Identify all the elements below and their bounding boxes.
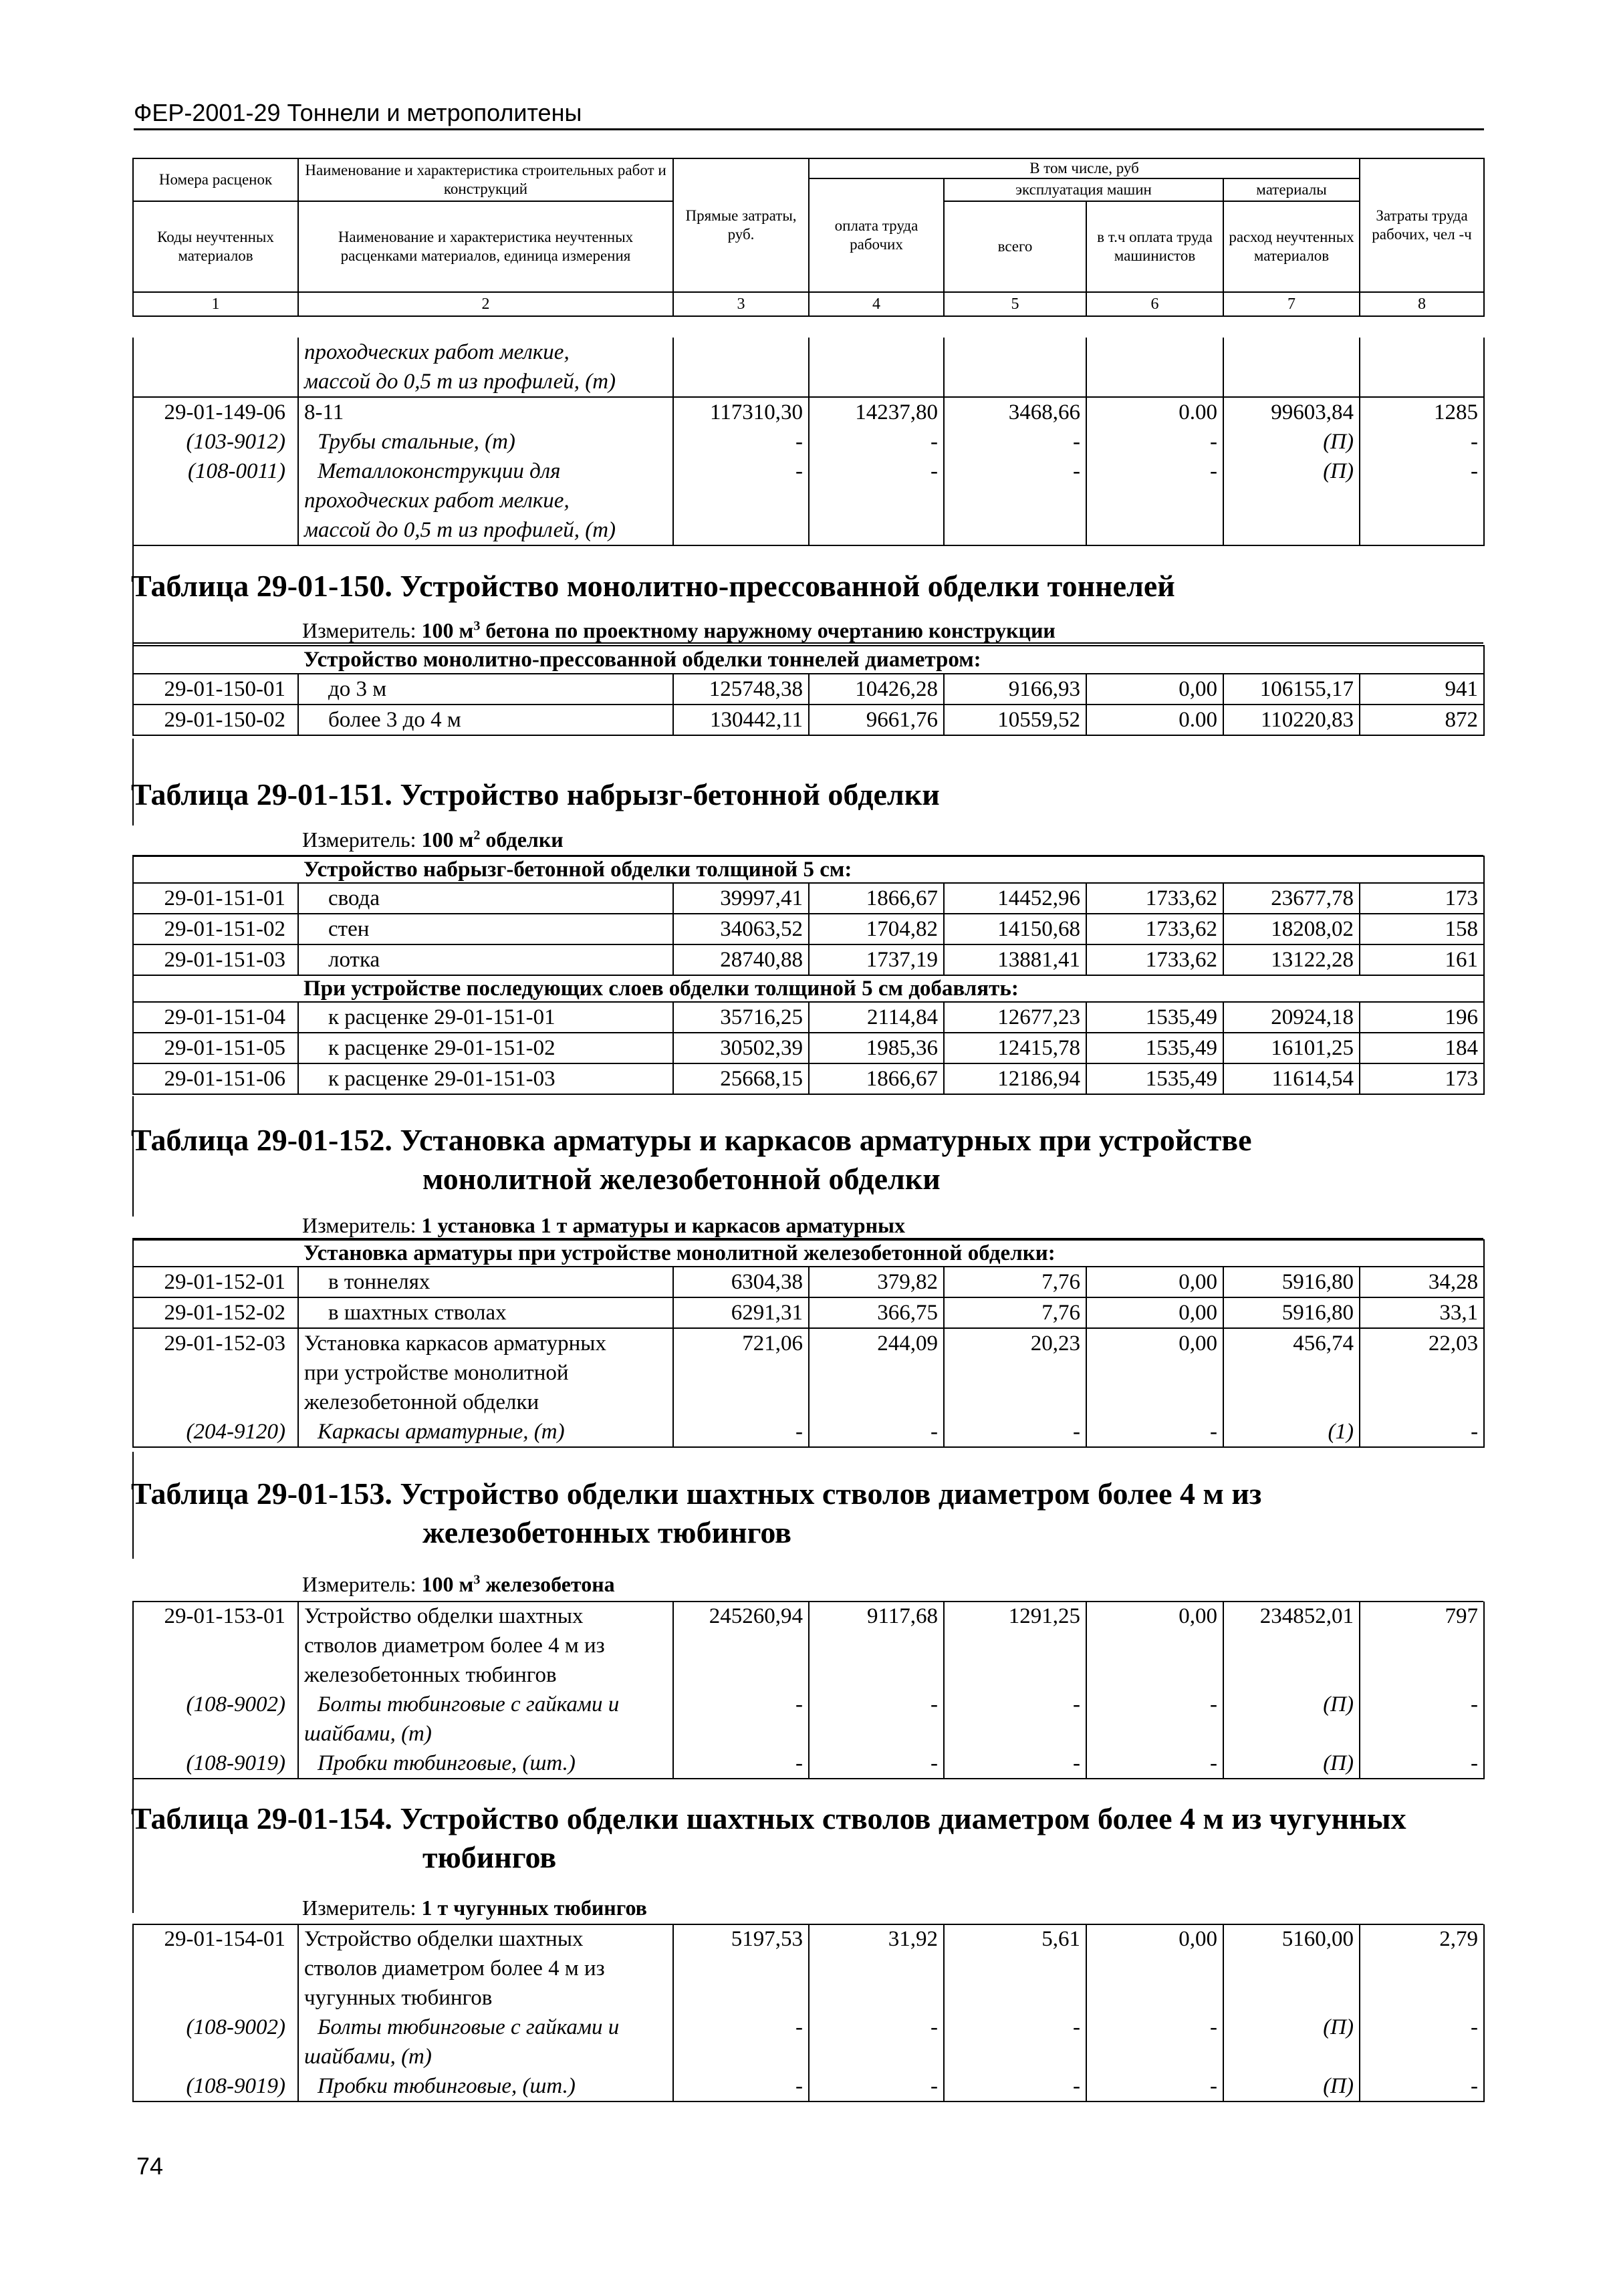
header-number-row	[133, 292, 1484, 316]
material-name: Пробки тюбинговые, (шт.)	[298, 2071, 673, 2101]
header-worker-pay: оплата труда рабочих	[809, 178, 944, 292]
cell: 5197,53	[673, 1924, 809, 1954]
table-row	[133, 944, 1484, 975]
cell: 5916,80	[1223, 1297, 1360, 1328]
table-150	[132, 645, 1485, 736]
cell: -	[809, 427, 944, 457]
title-line: Таблица 29-01-152. Установка арматуры и каркасов арматурных при устройстве	[131, 1123, 1252, 1157]
header-num: 2	[298, 292, 673, 316]
cell: 130442,11	[673, 705, 809, 735]
table-row	[133, 914, 1484, 944]
material-name: Пробки тюбинговые, (шт.)	[298, 1749, 673, 1779]
cell: 173	[1360, 1063, 1484, 1094]
cell: 13122,28	[1223, 944, 1360, 975]
header-labor-costs: Затраты труда рабочих, чел -ч	[1360, 158, 1484, 292]
cell: 0,00	[1086, 1267, 1223, 1297]
rate-name: при устройстве монолитной	[298, 1358, 673, 1388]
cell: 14237,80	[809, 397, 944, 427]
cell: 33,1	[1360, 1297, 1484, 1328]
cell: 20924,18	[1223, 1002, 1360, 1033]
cell: 9117,68	[809, 1602, 944, 1631]
measure-sup: 3	[473, 1572, 481, 1587]
cell: 1733,62	[1086, 883, 1223, 914]
cell: 10426,28	[809, 674, 944, 705]
rate-name: 8-11	[298, 397, 673, 427]
cell: 244,09	[809, 1328, 944, 1358]
cell: -	[944, 2013, 1086, 2042]
rate-code: 29-01-151-03	[133, 944, 298, 975]
cell: (П)	[1223, 1749, 1360, 1779]
header-num: 3	[673, 292, 809, 316]
material-row	[133, 2013, 1484, 2042]
material-name: шайбами, (т)	[298, 2042, 673, 2071]
rate-code: 29-01-151-05	[133, 1033, 298, 1063]
cell: 117310,30	[673, 397, 809, 427]
cell: 11614,54	[1223, 1063, 1360, 1094]
table-row	[133, 1924, 1484, 1954]
cell: 379,82	[809, 1267, 944, 1297]
cell: 7,76	[944, 1267, 1086, 1297]
rate-name: чугунных тюбингов	[298, 1983, 673, 2013]
cell: 1733,62	[1086, 914, 1223, 944]
cell: -	[944, 1749, 1086, 1779]
table-title-153	[131, 1475, 1488, 1552]
table-title-152	[131, 1121, 1488, 1198]
cell: 0,00	[1086, 1328, 1223, 1358]
material-name: Болты тюбинговые с гайками и	[298, 1690, 673, 1719]
cell: -	[809, 1417, 944, 1447]
measure-unit: 100 м	[421, 1572, 474, 1596]
running-header: ФЕР-2001-29 Тоннели и метрополитены	[134, 99, 1484, 130]
measure-label: Измеритель:	[302, 827, 416, 852]
table-row	[133, 397, 1484, 427]
cell: -	[673, 1690, 809, 1719]
table-title-150: Таблица 29-01-150. Устройство монолитно-прессованной обделки тоннелей	[131, 569, 1175, 603]
material-name: массой до 0,5 т из профилей, (т)	[298, 367, 673, 397]
top-block-table	[132, 338, 1485, 546]
measure-unit: 100 м	[421, 618, 474, 642]
cell: 1291,25	[944, 1602, 1086, 1631]
cell: -	[1086, 427, 1223, 457]
rate-name: более 3 до 4 м	[298, 705, 673, 735]
material-code: (204-9120)	[133, 1417, 298, 1447]
cell: -	[1086, 1690, 1223, 1719]
header-num: 4	[809, 292, 944, 316]
header-num: 6	[1086, 292, 1223, 316]
cell: -	[1360, 2013, 1484, 2042]
rate-name: к расценке 29-01-151-01	[298, 1002, 673, 1033]
cell: (П)	[1223, 427, 1360, 457]
rate-code: 29-01-150-01	[133, 674, 298, 705]
cell: 1535,49	[1086, 1033, 1223, 1063]
cell: -	[1086, 1749, 1223, 1779]
cell: 0.00	[1086, 705, 1223, 735]
measure-label: Измеритель:	[302, 1896, 416, 1920]
table-row	[133, 705, 1484, 735]
cell: 7,76	[944, 1297, 1086, 1328]
measure-unit: 100 м	[421, 827, 474, 852]
cell: 173	[1360, 883, 1484, 914]
rate-code: 29-01-152-01	[133, 1267, 298, 1297]
cell: -	[1086, 2071, 1223, 2101]
rate-name: Установка каркасов арматурных	[298, 1328, 673, 1358]
rate-code: 29-01-149-06	[133, 397, 298, 427]
cell: 184	[1360, 1033, 1484, 1063]
rate-code: 29-01-152-02	[133, 1297, 298, 1328]
cell: -	[673, 2071, 809, 2101]
table-row	[133, 674, 1484, 705]
rate-code: 29-01-151-06	[133, 1063, 298, 1094]
measure-154	[302, 1896, 647, 1920]
measure-label: Измеритель:	[302, 1572, 416, 1596]
cell: 366,75	[809, 1297, 944, 1328]
cell: 797	[1360, 1602, 1484, 1631]
cell: 12415,78	[944, 1033, 1086, 1063]
table-row	[133, 1063, 1484, 1094]
header-including: В том числе, руб	[809, 158, 1360, 178]
table-title-154	[131, 1799, 1488, 1877]
rate-name: в тоннелях	[298, 1267, 673, 1297]
header-machinist-pay: в т.ч оплата труда машинистов	[1086, 201, 1223, 292]
subheader: Устройство монолитно-прессованной обделки тоннелей диаметром:	[298, 646, 1484, 674]
cell: -	[1086, 2013, 1223, 2042]
cell: 99603,84	[1223, 397, 1360, 427]
cell: -	[1086, 1417, 1223, 1447]
cell: -	[1360, 1690, 1484, 1719]
subheader: При устройстве последующих слоев обделки толщиной 5 см добавлять:	[298, 975, 1484, 1002]
rate-code: 29-01-150-02	[133, 705, 298, 735]
material-code: (108-9019)	[133, 2071, 298, 2101]
cell: (П)	[1223, 2071, 1360, 2101]
title-line: Таблица 29-01-154. Устройство обделки шахтных стволов диаметром более 4 м из чугунных	[131, 1801, 1406, 1835]
cell: -	[944, 427, 1086, 457]
measure-153	[302, 1572, 615, 1597]
table-152	[132, 1239, 1485, 1448]
cell: 1737,19	[809, 944, 944, 975]
cell: -	[1360, 1417, 1484, 1447]
measure-text: 1 установка 1 т арматуры и каркасов арматурных	[421, 1213, 905, 1237]
cell: 14150,68	[944, 914, 1086, 944]
measure-text: железобетона	[480, 1572, 615, 1596]
material-name: проходческих работ мелкие,	[298, 486, 673, 515]
rate-code: 29-01-151-01	[133, 883, 298, 914]
header-rate-number: Номера расценок	[133, 158, 298, 201]
cell: 872	[1360, 705, 1484, 735]
rate-name: к расценке 29-01-151-02	[298, 1033, 673, 1063]
measure-150	[302, 618, 1056, 643]
table-row	[133, 1033, 1484, 1063]
rate-name: стволов диаметром более 4 м из	[298, 1631, 673, 1660]
cell: 28740,88	[673, 944, 809, 975]
cell: 6291,31	[673, 1297, 809, 1328]
material-name: Болты тюбинговые с гайками и	[298, 2013, 673, 2042]
cell: 0,00	[1086, 674, 1223, 705]
material-row	[133, 1749, 1484, 1779]
cell: -	[1360, 1749, 1484, 1779]
cell: 110220,83	[1223, 705, 1360, 735]
cell: 34063,52	[673, 914, 809, 944]
rate-code: 29-01-151-02	[133, 914, 298, 944]
header-work-name: Наименование и характеристика строительных работ и конструкций	[298, 158, 673, 201]
cell: -	[1086, 457, 1223, 486]
cell: 31,92	[809, 1924, 944, 1954]
cell: 2114,84	[809, 1002, 944, 1033]
cell: 106155,17	[1223, 674, 1360, 705]
table-row	[133, 1002, 1484, 1033]
column-header-table	[132, 158, 1485, 317]
header-machines: эксплуатация машин	[944, 178, 1223, 201]
measure-label: Измеритель:	[302, 618, 416, 642]
table-title-151: Таблица 29-01-151. Устройство набрызг-бетонной обделки	[131, 777, 940, 811]
measure-text: обделки	[480, 827, 564, 852]
cell: 34,28	[1360, 1267, 1484, 1297]
material-code: (108-9002)	[133, 2013, 298, 2042]
cell: 0,00	[1086, 1297, 1223, 1328]
title-line: Таблица 29-01-153. Устройство обделки шахтных стволов диаметром более 4 м из	[131, 1477, 1262, 1511]
cell: 158	[1360, 914, 1484, 944]
cell: 12186,94	[944, 1063, 1086, 1094]
cell: (П)	[1223, 457, 1360, 486]
cell: 30502,39	[673, 1033, 809, 1063]
rate-name: Устройство обделки шахтных	[298, 1602, 673, 1631]
measure-151	[302, 827, 564, 852]
material-name: Каркасы арматурные, (т)	[298, 1417, 673, 1447]
cell: 14452,96	[944, 883, 1086, 914]
cell: 245260,94	[673, 1602, 809, 1631]
cell: 23677,78	[1223, 883, 1360, 914]
header-material-codes: Коды неучтенных материалов	[133, 201, 298, 292]
rate-code: 29-01-152-03	[133, 1328, 298, 1358]
cell: 25668,15	[673, 1063, 809, 1094]
cell: 1704,82	[809, 914, 944, 944]
cell: -	[944, 2071, 1086, 2101]
header-materials: материалы	[1223, 178, 1360, 201]
header-num: 7	[1223, 292, 1360, 316]
material-row	[133, 1690, 1484, 1719]
cell: 6304,38	[673, 1267, 809, 1297]
measure-sup: 2	[473, 827, 481, 843]
cell: -	[1360, 2071, 1484, 2101]
cell: 1285	[1360, 397, 1484, 427]
material-name: массой до 0,5 т из профилей, (т)	[298, 515, 673, 545]
cell: 456,74	[1223, 1328, 1360, 1358]
measure-sup: 3	[473, 618, 481, 634]
cell: 941	[1360, 674, 1484, 705]
cell: 234852,01	[1223, 1602, 1360, 1631]
cell: -	[809, 1690, 944, 1719]
cell: -	[944, 1690, 1086, 1719]
cell: 1733,62	[1086, 944, 1223, 975]
cell: 20,23	[944, 1328, 1086, 1358]
cell: 5,61	[944, 1924, 1086, 1954]
table-row	[133, 1297, 1484, 1328]
subheader: Устройство набрызг-бетонной обделки толщиной 5 см:	[298, 856, 1484, 883]
cell: 10559,52	[944, 705, 1086, 735]
cell: 35716,25	[673, 1002, 809, 1033]
cell: 196	[1360, 1002, 1484, 1033]
cell: -	[809, 457, 944, 486]
cell: 1866,67	[809, 883, 944, 914]
header-num: 5	[944, 292, 1086, 316]
cell: -	[1360, 427, 1484, 457]
material-name: Трубы стальные, (т)	[298, 427, 673, 457]
rate-code: 29-01-154-01	[133, 1924, 298, 1954]
cell: 0,00	[1086, 1924, 1223, 1954]
cell: 22,03	[1360, 1328, 1484, 1358]
material-code: (108-9019)	[133, 1749, 298, 1779]
cell: 0,00	[1086, 1602, 1223, 1631]
cell: 1866,67	[809, 1063, 944, 1094]
rate-code: 29-01-153-01	[133, 1602, 298, 1631]
header-machines-total: всего	[944, 201, 1086, 292]
rate-name: Устройство обделки шахтных	[298, 1924, 673, 1954]
cell: -	[673, 2013, 809, 2042]
cell: -	[673, 427, 809, 457]
cell: -	[944, 1417, 1086, 1447]
title-line: монолитной железобетонной обделки	[422, 1162, 941, 1196]
rate-name: железобетонной обделки	[298, 1388, 673, 1417]
cell: 5160,00	[1223, 1924, 1360, 1954]
cell: 1535,49	[1086, 1002, 1223, 1033]
cell: 12677,23	[944, 1002, 1086, 1033]
table-153	[132, 1602, 1485, 1779]
material-code: (108-9002)	[133, 1690, 298, 1719]
title-line: железобетонных тюбингов	[422, 1515, 792, 1549]
table-154	[132, 1924, 1485, 2102]
header-num: 8	[1360, 292, 1484, 316]
cell: (П)	[1223, 1690, 1360, 1719]
material-name: Металлоконструкции для	[298, 457, 673, 486]
cell: 5916,80	[1223, 1267, 1360, 1297]
table-row	[133, 1267, 1484, 1297]
header-direct-costs: Прямые затраты, руб.	[673, 158, 809, 292]
material-name: проходческих работ мелкие,	[298, 338, 673, 367]
cell: 13881,41	[944, 944, 1086, 975]
material-row	[133, 457, 1484, 486]
material-row	[133, 427, 1484, 457]
table-151	[132, 856, 1485, 1095]
measure-label: Измеритель:	[302, 1213, 416, 1237]
cell: 721,06	[673, 1328, 809, 1358]
rate-name: свода	[298, 883, 673, 914]
page-number: 74	[136, 2152, 164, 2180]
table-row	[133, 1328, 1484, 1358]
rate-name: железобетонных тюбингов	[298, 1660, 673, 1690]
cell: 2,79	[1360, 1924, 1484, 1954]
subheader: Установка арматуры при устройстве монолитной железобетонной обделки:	[298, 1240, 1484, 1267]
rate-name: к расценке 29-01-151-03	[298, 1063, 673, 1094]
table-row	[133, 883, 1484, 914]
cell: 9661,76	[809, 705, 944, 735]
material-code: (108-0011)	[133, 457, 298, 486]
header-num: 1	[133, 292, 298, 316]
cell: 125748,38	[673, 674, 809, 705]
cell: -	[809, 2013, 944, 2042]
cell: 39997,41	[673, 883, 809, 914]
rate-code: 29-01-151-04	[133, 1002, 298, 1033]
material-row	[133, 2071, 1484, 2101]
cell: (П)	[1223, 2013, 1360, 2042]
cell: 161	[1360, 944, 1484, 975]
cell: 9166,93	[944, 674, 1086, 705]
cell: -	[1360, 457, 1484, 486]
cell: -	[673, 1749, 809, 1779]
rate-name: стен	[298, 914, 673, 944]
cell: 3468,66	[944, 397, 1086, 427]
rate-name: в шахтных стволах	[298, 1297, 673, 1328]
cell: -	[673, 457, 809, 486]
cell: 16101,25	[1223, 1033, 1360, 1063]
material-row	[133, 1417, 1484, 1447]
title-line: тюбингов	[422, 1840, 557, 1874]
table-row	[133, 1602, 1484, 1631]
cell: 1985,36	[809, 1033, 944, 1063]
measure-152	[302, 1213, 905, 1238]
header-unaccounted-materials: расход неучтенных материалов	[1223, 201, 1360, 292]
measure-text: бетона по проектному наружному очертанию конструкции	[480, 618, 1056, 642]
material-code: (103-9012)	[133, 427, 298, 457]
cell: (1)	[1223, 1417, 1360, 1447]
cell: 1535,49	[1086, 1063, 1223, 1094]
material-name: шайбами, (т)	[298, 1719, 673, 1749]
measure-text: 1 т чугунных тюбингов	[421, 1896, 647, 1920]
cell: -	[673, 1417, 809, 1447]
rate-name: лотка	[298, 944, 673, 975]
cell: -	[809, 2071, 944, 2101]
rate-name: до 3 м	[298, 674, 673, 705]
cell: -	[809, 1749, 944, 1779]
rate-name: стволов диаметром более 4 м из	[298, 1954, 673, 1983]
cell: -	[944, 457, 1086, 486]
cell: 18208,02	[1223, 914, 1360, 944]
header-material-names: Наименование и характеристика неучтенных расценками материалов, единица измерения	[298, 201, 673, 292]
cell: 0.00	[1086, 397, 1223, 427]
